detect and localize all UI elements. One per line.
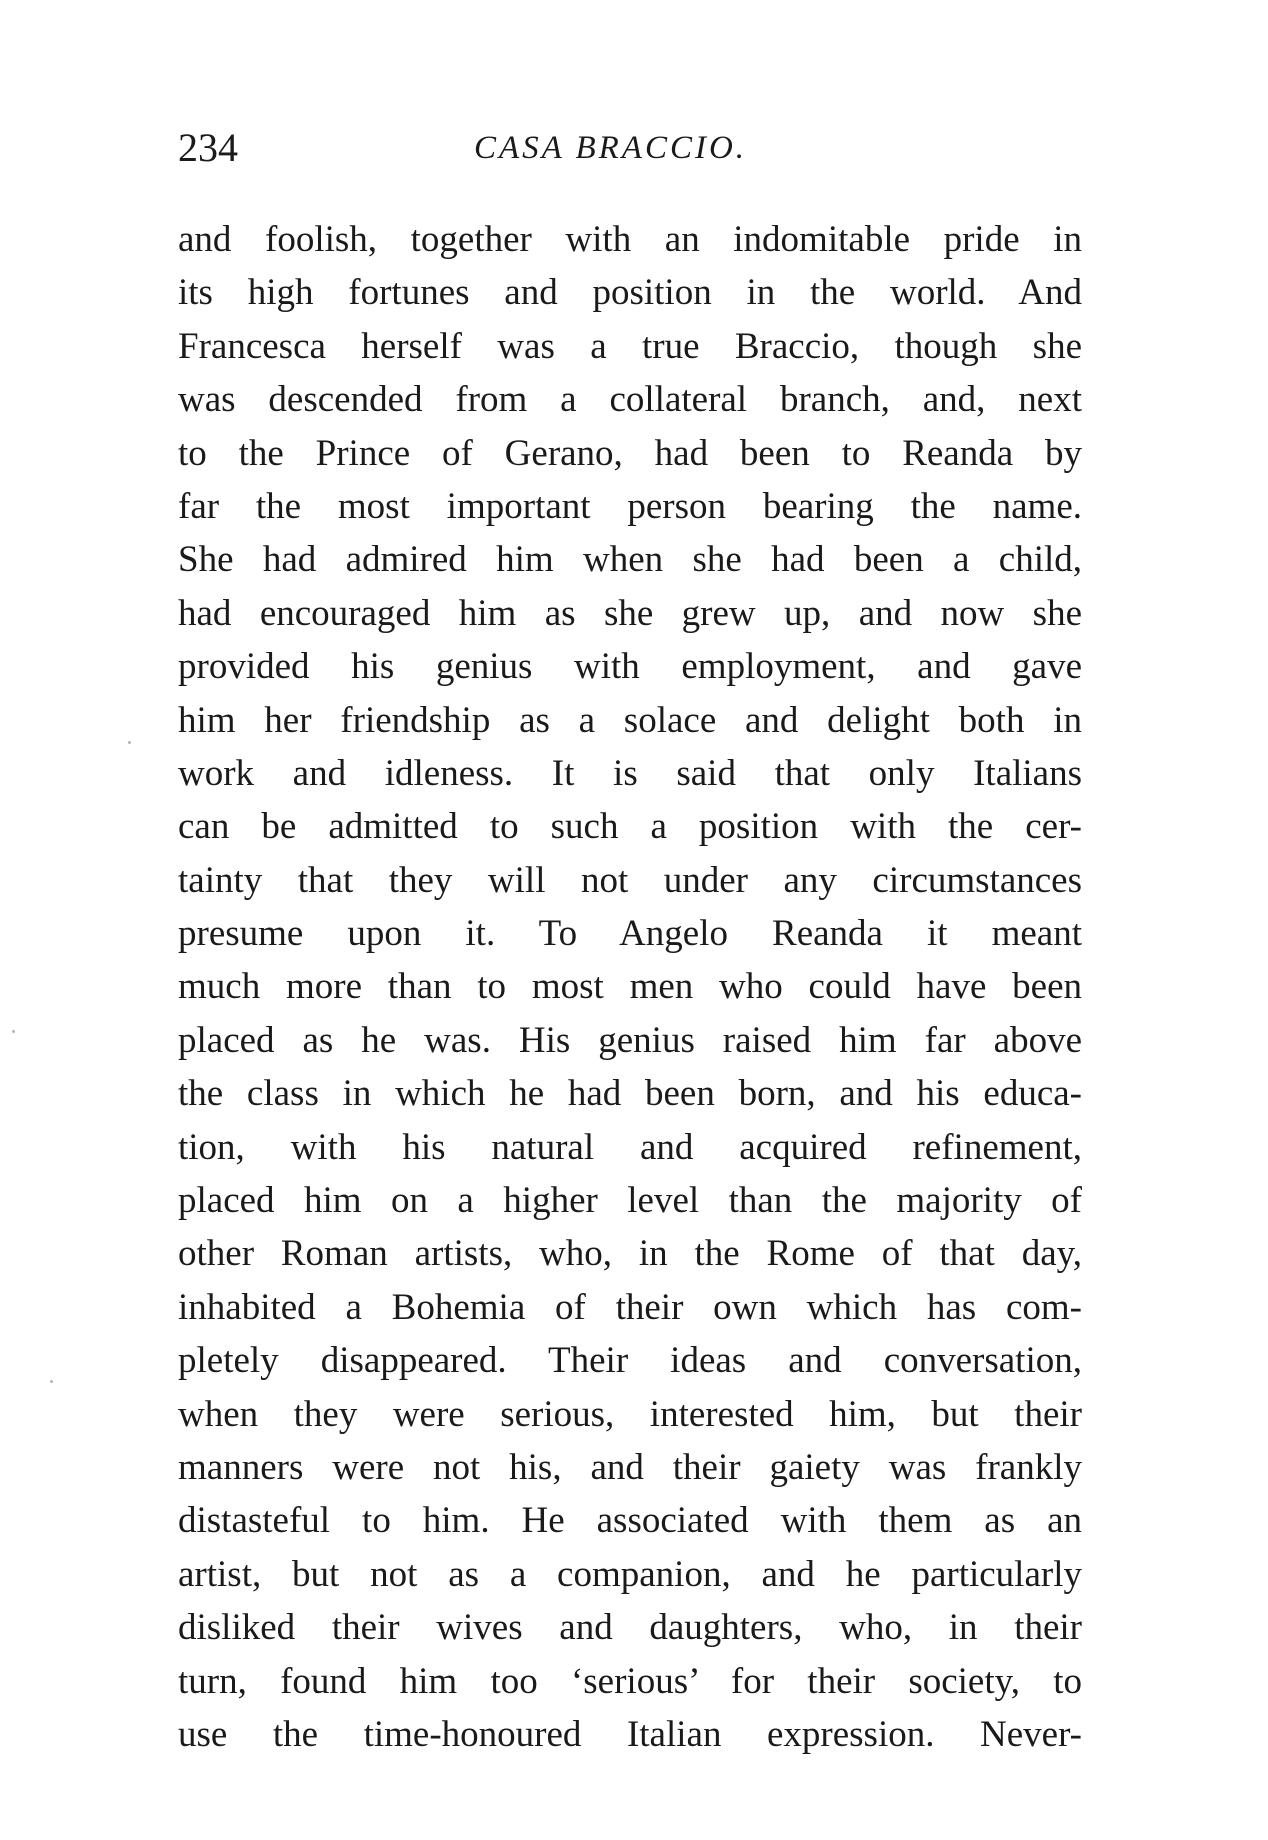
scan-speck: [12, 1030, 15, 1033]
text-line: provided his genius with employment, and gave: [178, 646, 1082, 688]
text-line: and foolish, together with an indomitable pride in: [178, 219, 1082, 260]
text-line: was descended from a collateral branch, and, next: [178, 379, 1082, 421]
text-line: disliked their wives and daughters, who, in their: [178, 1607, 1082, 1649]
text-line: the class in which he had been born, and his educa-: [178, 1073, 1082, 1115]
text-line: distasteful to him. He associated with them as an: [178, 1500, 1082, 1542]
text-line: inhabited a Bohemia of their own which has com-: [178, 1286, 1082, 1328]
text-line: other Roman artists, who, in the Rome of that day,: [178, 1233, 1082, 1275]
text-line: far the most important person bearing the name.: [178, 485, 1082, 527]
text-line: to the Prince of Gerano, had been to Reanda by: [178, 432, 1082, 474]
text-line: Francesca herself was a true Braccio, though she: [178, 325, 1082, 367]
text-line: artist, but not as a companion, and he particularly: [178, 1553, 1082, 1595]
text-line: placed him on a higher level than the majority of: [178, 1180, 1082, 1222]
scan-speck: [128, 741, 131, 744]
text-line: presume upon it. To Angelo Reanda it meant: [178, 913, 1082, 955]
text-line: tion, with his natural and acquired refinement,: [178, 1126, 1082, 1168]
text-line: him her friendship as a solace and delight both in: [178, 699, 1082, 741]
text-line: turn, found him too ‘serious’ for their society, to: [178, 1660, 1082, 1702]
text-line: use the time-honoured Italian expression. Never-: [178, 1713, 1082, 1755]
running-title: CASA BRACCIO.: [474, 130, 748, 166]
text-line: when they were serious, interested him, but their: [178, 1393, 1082, 1435]
text-line: She had admired him when she had been a child,: [178, 539, 1082, 581]
page-number: 234: [178, 125, 238, 170]
scan-speck: [50, 1380, 53, 1383]
text-line: much more than to most men who could have been: [178, 966, 1082, 1008]
text-line: placed as he was. His genius raised him far above: [178, 1019, 1082, 1061]
text-line: had encouraged him as she grew up, and now she: [178, 592, 1082, 634]
body-text: [178, 213, 1082, 1761]
text-line: its high fortunes and position in the world. And: [178, 272, 1082, 314]
text-line: tainty that they will not under any circumstances: [178, 859, 1082, 901]
text-line: manners were not his, and their gaiety was frankly: [178, 1446, 1082, 1488]
text-line: work and idleness. It is said that only Italians: [178, 752, 1082, 794]
text-line: pletely disappeared. Their ideas and conversation,: [178, 1340, 1082, 1382]
page-header: [178, 118, 1082, 178]
text-line: can be admitted to such a position with the cer-: [178, 806, 1082, 848]
